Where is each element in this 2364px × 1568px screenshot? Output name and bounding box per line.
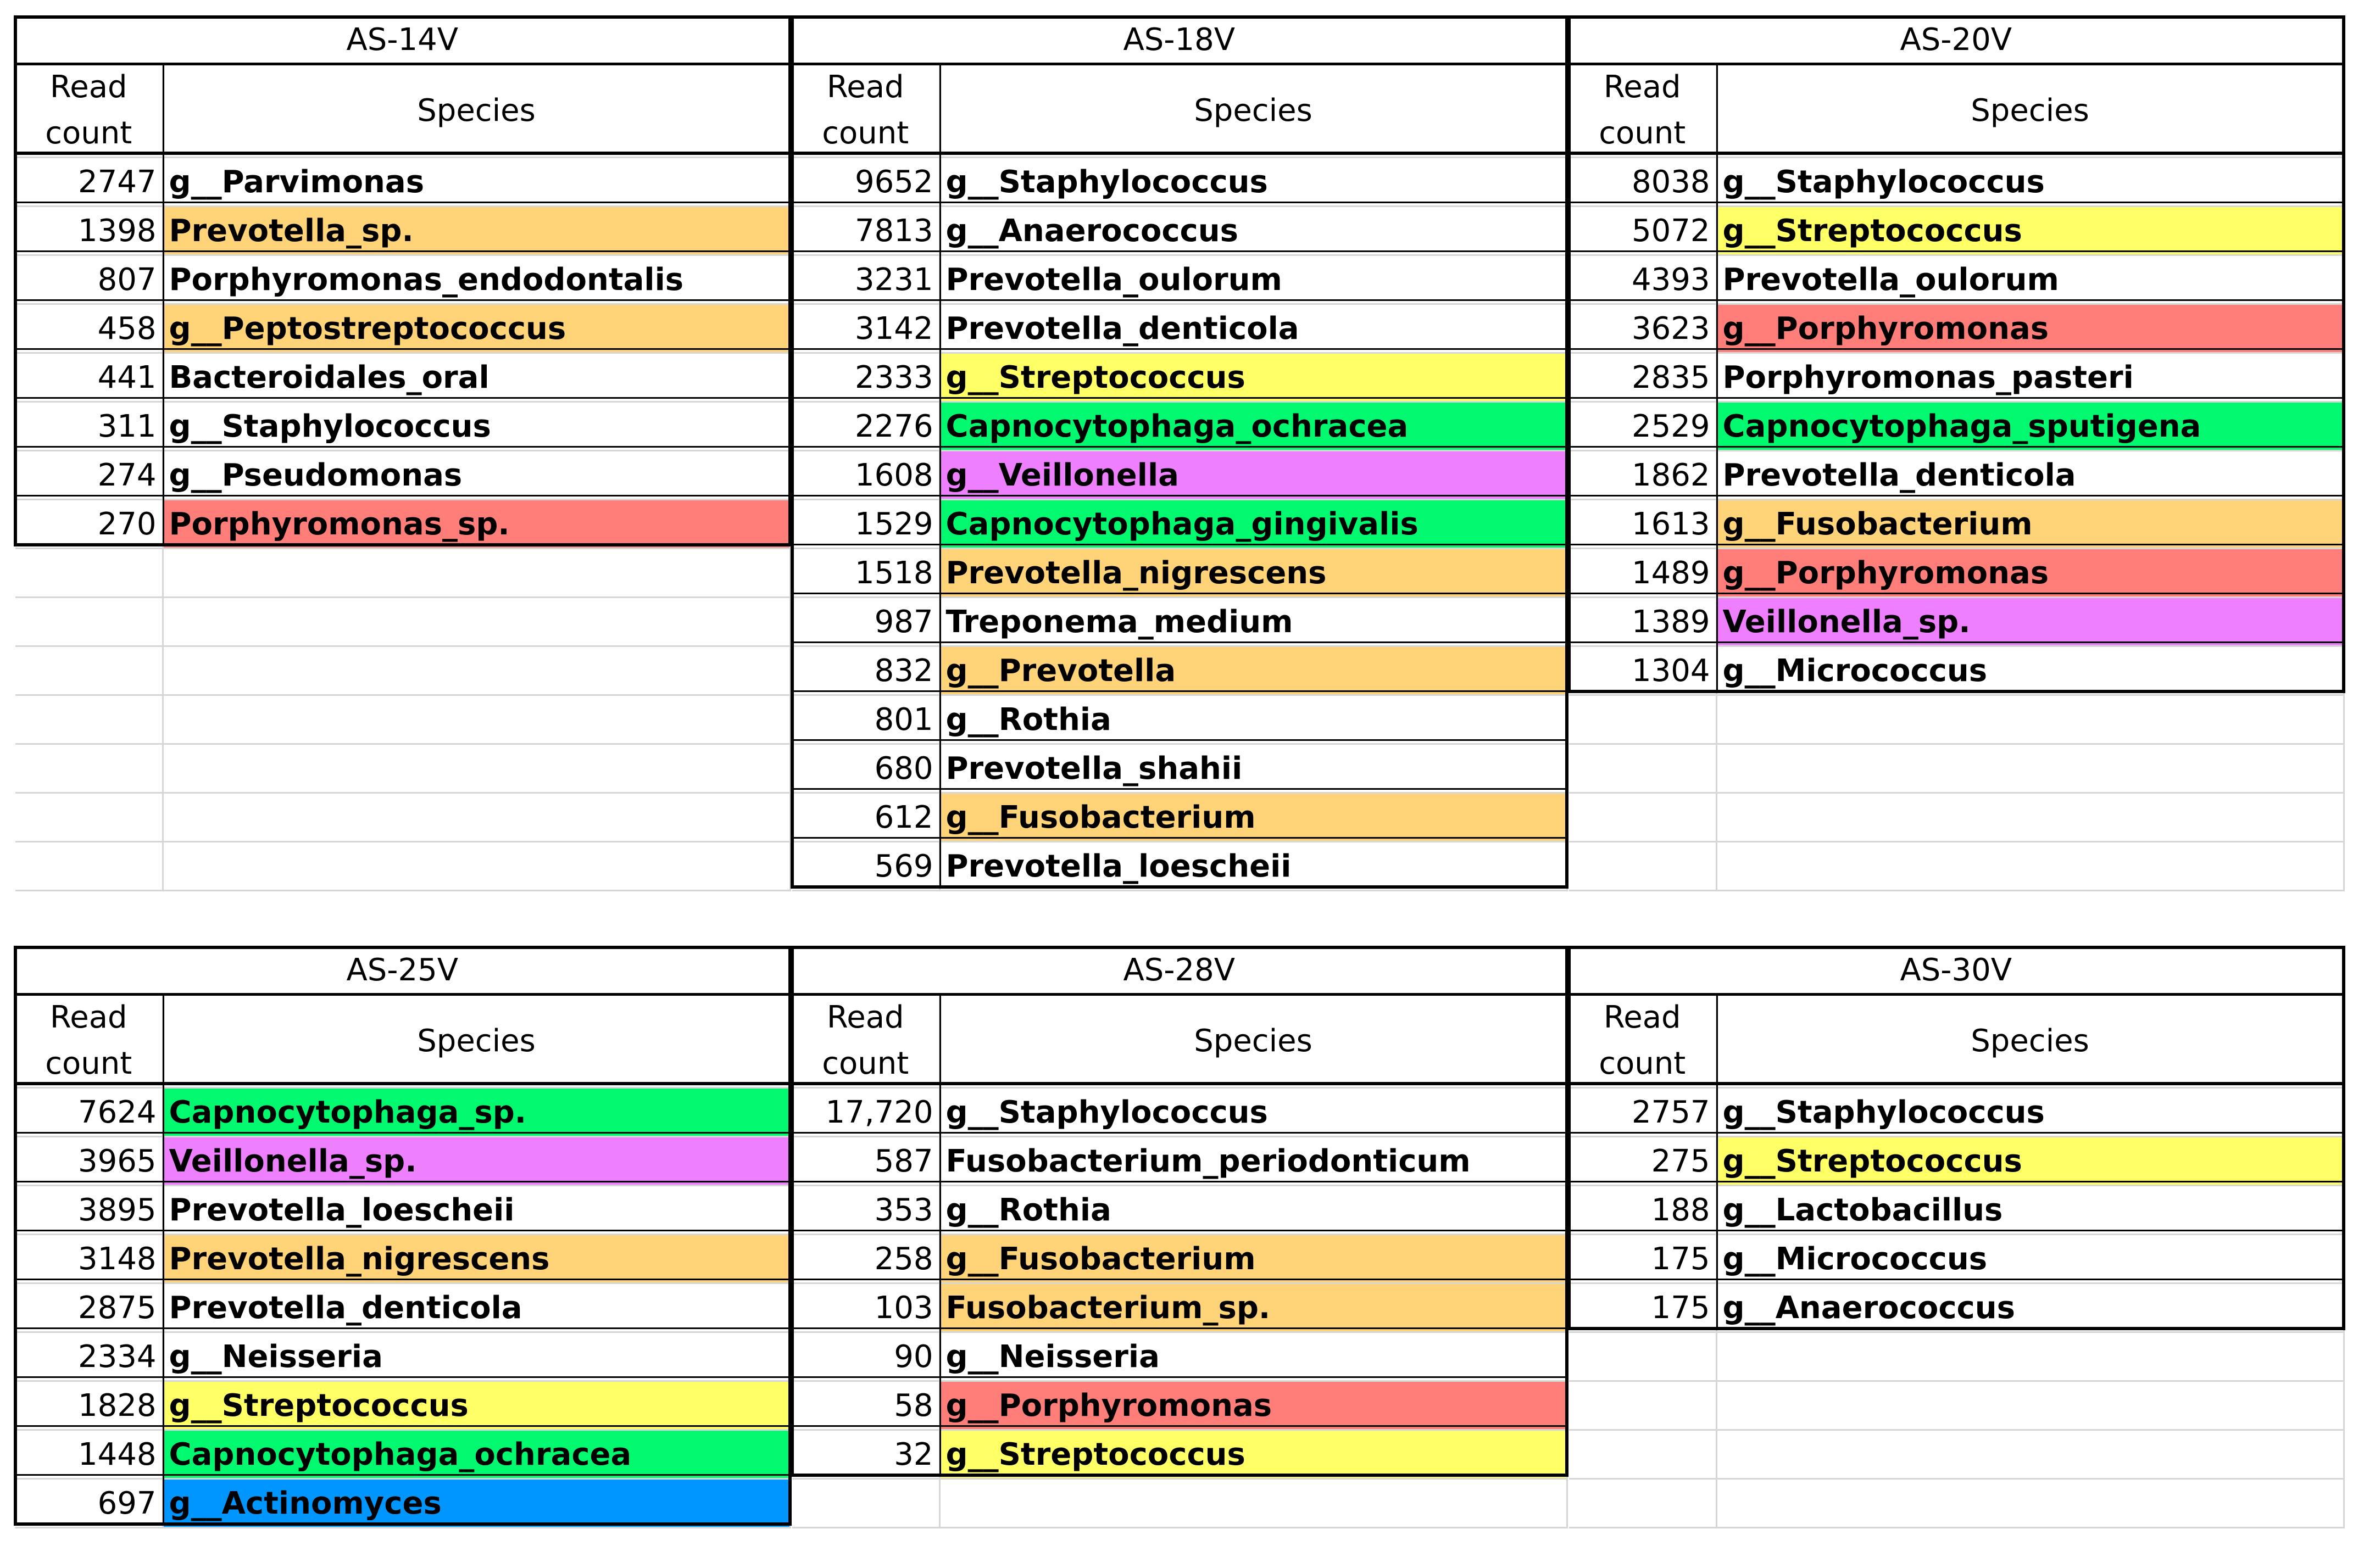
table-row: [15, 158, 790, 207]
table-row: [792, 207, 1567, 255]
species-cell[interactable]: Porphyromonas_pasteri: [1716, 353, 2344, 402]
empty-cell[interactable]: [163, 842, 790, 891]
table-row: [1569, 1284, 2344, 1332]
table-row: [792, 842, 1567, 891]
empty-cell[interactable]: [1569, 1332, 1716, 1381]
table-row: [792, 353, 1567, 402]
species-cell[interactable]: Capnocytophaga_ochracea: [163, 1430, 790, 1479]
read-count-cell[interactable]: 1828: [15, 1381, 163, 1430]
species-cell[interactable]: g__Neisseria: [939, 1332, 1567, 1381]
table-row: [792, 1381, 1567, 1430]
empty-cell[interactable]: [1569, 744, 1716, 793]
table-row: [1569, 255, 2344, 304]
species-cell[interactable]: Fusobacterium_periodonticum: [939, 1137, 1567, 1186]
read-count-cell[interactable]: 2333: [792, 353, 939, 402]
empty-cell[interactable]: [163, 549, 790, 598]
species-cell[interactable]: g__Rothia: [939, 1186, 1567, 1235]
species-cell[interactable]: Prevotella_nigrescens: [939, 549, 1567, 598]
species-cell[interactable]: g__Staphylococcus: [1716, 1088, 2344, 1137]
species-header[interactable]: Species: [1716, 994, 2344, 1088]
empty-cell[interactable]: [1569, 793, 1716, 842]
empty-cell[interactable]: [163, 695, 790, 744]
table-row: [1569, 207, 2344, 255]
species-cell[interactable]: g__Neisseria: [163, 1332, 790, 1381]
table-row: [792, 1186, 1567, 1235]
read-count-cell[interactable]: 1389: [1569, 598, 1716, 646]
empty-cell[interactable]: [15, 842, 163, 891]
panel-as-18v: [792, 17, 1568, 891]
read-count-cell[interactable]: 175: [1569, 1284, 1716, 1332]
read-count-cell[interactable]: 90: [792, 1332, 939, 1381]
panel-title[interactable]: AS-28V: [792, 947, 1567, 994]
read-count-cell[interactable]: 441: [15, 353, 163, 402]
empty-cell[interactable]: [163, 598, 790, 646]
species-cell[interactable]: Bacteroidales_oral: [163, 353, 790, 402]
empty-cell[interactable]: [1716, 1479, 2344, 1528]
table-row: [1569, 402, 2344, 451]
species-cell[interactable]: g__Anaerococcus: [939, 207, 1567, 255]
read-count-cell[interactable]: 612: [792, 793, 939, 842]
species-header[interactable]: Species: [1716, 64, 2344, 158]
species-cell[interactable]: g__Actinomyces: [163, 1479, 790, 1528]
table-row: [15, 1235, 790, 1284]
table-row: [792, 1235, 1567, 1284]
table-row: [792, 451, 1567, 500]
panel-as-30v: [1569, 947, 2345, 1528]
read-count-cell[interactable]: 1489: [1569, 549, 1716, 598]
species-cell[interactable]: Treponema_medium: [939, 598, 1567, 646]
read-count-cell[interactable]: 3965: [15, 1137, 163, 1186]
panel-as-20v: [1569, 17, 2345, 891]
panel-as-25v: [15, 947, 791, 1528]
empty-cell[interactable]: [1569, 1381, 1716, 1430]
read-count-cell[interactable]: 2747: [15, 158, 163, 207]
read-count-cell[interactable]: 258: [792, 1235, 939, 1284]
species-cell[interactable]: Prevotella_oulorum: [1716, 255, 2344, 304]
species-cell[interactable]: g__Lactobacillus: [1716, 1186, 2344, 1235]
table-row: [15, 1284, 790, 1332]
empty-cell[interactable]: [1569, 695, 1716, 744]
table-row: [792, 500, 1567, 549]
species-cell[interactable]: Prevotella_loescheii: [939, 842, 1567, 891]
species-cell[interactable]: g__Streptococcus: [939, 1430, 1567, 1479]
table-row: [15, 1088, 790, 1137]
table-row: [792, 1284, 1567, 1332]
read-count-cell[interactable]: 5072: [1569, 207, 1716, 255]
species-cell[interactable]: Prevotella_nigrescens: [163, 1235, 790, 1284]
panel-title-row: [792, 17, 1567, 64]
read-count-cell[interactable]: 7813: [792, 207, 939, 255]
species-header[interactable]: Species: [163, 64, 790, 158]
column-header-row: [15, 64, 790, 158]
species-cell[interactable]: g__Micrococcus: [1716, 646, 2344, 695]
read-count-cell[interactable]: 1448: [15, 1430, 163, 1479]
read-count-cell[interactable]: 58: [792, 1381, 939, 1430]
empty-cell[interactable]: [792, 1479, 939, 1528]
table-row: [15, 402, 790, 451]
read-count-cell[interactable]: 2875: [15, 1284, 163, 1332]
panel-title[interactable]: AS-14V: [15, 17, 790, 64]
table-row: [1569, 353, 2344, 402]
empty-row: [15, 744, 790, 793]
read-count-cell[interactable]: 2835: [1569, 353, 1716, 402]
read-count-cell[interactable]: 2529: [1569, 402, 1716, 451]
empty-cell[interactable]: [1716, 793, 2344, 842]
empty-cell[interactable]: [163, 793, 790, 842]
table-row: [792, 158, 1567, 207]
table-row: [792, 646, 1567, 695]
empty-cell[interactable]: [1716, 695, 2344, 744]
empty-cell[interactable]: [1716, 1332, 2344, 1381]
panel-title-row: [15, 17, 790, 64]
table-row: [15, 1332, 790, 1381]
read-count-cell[interactable]: 1518: [792, 549, 939, 598]
species-cell[interactable]: g__Streptococcus: [1716, 1137, 2344, 1186]
table-row: [15, 353, 790, 402]
empty-cell[interactable]: [15, 646, 163, 695]
species-cell[interactable]: g__Parvimonas: [163, 158, 790, 207]
read-count-cell[interactable]: 697: [15, 1479, 163, 1528]
read-count-header[interactable]: Read count: [1569, 64, 1716, 158]
empty-cell[interactable]: [1716, 744, 2344, 793]
column-header-row: [792, 994, 1567, 1088]
column-header-row: [1569, 994, 2344, 1088]
read-count-cell[interactable]: 9652: [792, 158, 939, 207]
table-row: [1569, 451, 2344, 500]
empty-cell[interactable]: [163, 646, 790, 695]
table-row: [1569, 1088, 2344, 1137]
empty-row: [1569, 695, 2344, 744]
panel-title[interactable]: AS-20V: [1569, 17, 2344, 64]
panel-title-row: [1569, 947, 2344, 994]
species-cell[interactable]: g__Micrococcus: [1716, 1235, 2344, 1284]
species-cell[interactable]: Prevotella_denticola: [1716, 451, 2344, 500]
empty-cell[interactable]: [1569, 842, 1716, 891]
table-row: [15, 451, 790, 500]
table-row: [15, 1186, 790, 1235]
empty-cell[interactable]: [1716, 842, 2344, 891]
species-cell[interactable]: g__Anaerococcus: [1716, 1284, 2344, 1332]
read-count-cell[interactable]: 807: [15, 255, 163, 304]
read-count-cell[interactable]: 17,720: [792, 1088, 939, 1137]
table-row: [792, 695, 1567, 744]
table-row: [792, 793, 1567, 842]
empty-cell[interactable]: [1569, 1430, 1716, 1479]
table-row: [15, 304, 790, 353]
panel-as-28v: [792, 947, 1568, 1528]
column-header-row: [792, 64, 1567, 158]
empty-cell[interactable]: [939, 1479, 1567, 1528]
species-cell[interactable]: g__Streptococcus: [1716, 207, 2344, 255]
read-count-cell[interactable]: 188: [1569, 1186, 1716, 1235]
species-cell[interactable]: Prevotella_oulorum: [939, 255, 1567, 304]
read-count-header[interactable]: Read count: [792, 994, 939, 1088]
table-row: [15, 207, 790, 255]
read-count-cell[interactable]: 1608: [792, 451, 939, 500]
panel-title-row: [792, 947, 1567, 994]
read-count-cell[interactable]: 353: [792, 1186, 939, 1235]
empty-cell[interactable]: [15, 598, 163, 646]
table-row: [1569, 1137, 2344, 1186]
panel-title[interactable]: AS-18V: [792, 17, 1567, 64]
table-row: [15, 255, 790, 304]
read-count-cell[interactable]: 1862: [1569, 451, 1716, 500]
table-row: [792, 255, 1567, 304]
species-cell[interactable]: g__Fusobacterium: [939, 793, 1567, 842]
read-count-header[interactable]: Read count: [1569, 994, 1716, 1088]
table-row: [1569, 549, 2344, 598]
empty-row: [15, 842, 790, 891]
panel-title[interactable]: AS-30V: [1569, 947, 2344, 994]
species-cell[interactable]: g__Porphyromonas: [1716, 549, 2344, 598]
species-cell[interactable]: Prevotella_loescheii: [163, 1186, 790, 1235]
read-count-cell[interactable]: 270: [15, 500, 163, 549]
read-count-cell[interactable]: 3623: [1569, 304, 1716, 353]
species-cell[interactable]: Prevotella_denticola: [939, 304, 1567, 353]
empty-cell[interactable]: [15, 695, 163, 744]
read-count-cell[interactable]: 680: [792, 744, 939, 793]
column-header-row: [1569, 64, 2344, 158]
read-count-cell[interactable]: 1398: [15, 207, 163, 255]
panel-title-row: [15, 947, 790, 994]
empty-cell[interactable]: [15, 549, 163, 598]
table-row: [15, 1137, 790, 1186]
table-row: [15, 1430, 790, 1479]
read-count-cell[interactable]: 175: [1569, 1235, 1716, 1284]
table-row: [792, 402, 1567, 451]
species-cell[interactable]: Prevotella_sp.: [163, 207, 790, 255]
read-count-cell[interactable]: 32: [792, 1430, 939, 1479]
species-cell[interactable]: Porphyromonas_sp.: [163, 500, 790, 549]
species-cell[interactable]: g__Rothia: [939, 695, 1567, 744]
read-count-cell[interactable]: 832: [792, 646, 939, 695]
species-cell[interactable]: g__Veillonella: [939, 451, 1567, 500]
species-cell[interactable]: Veillonella_sp.: [1716, 598, 2344, 646]
species-cell[interactable]: Fusobacterium_sp.: [939, 1284, 1567, 1332]
empty-row: [1569, 842, 2344, 891]
table-row: [15, 1479, 790, 1528]
read-count-cell[interactable]: 7624: [15, 1088, 163, 1137]
table-row: [792, 1430, 1567, 1479]
empty-row: [15, 695, 790, 744]
empty-row: [1569, 1479, 2344, 1528]
species-header[interactable]: Species: [939, 64, 1567, 158]
empty-cell[interactable]: [15, 744, 163, 793]
read-count-cell[interactable]: 103: [792, 1284, 939, 1332]
table-row: [792, 549, 1567, 598]
read-count-cell[interactable]: 587: [792, 1137, 939, 1186]
table-row: [1569, 304, 2344, 353]
read-count-cell[interactable]: 3895: [15, 1186, 163, 1235]
species-cell[interactable]: g__Fusobacterium: [1716, 500, 2344, 549]
table-row: [792, 744, 1567, 793]
species-cell[interactable]: g__Staphylococcus: [939, 158, 1567, 207]
table-row: [1569, 1235, 2344, 1284]
table-row: [15, 1381, 790, 1430]
read-count-cell[interactable]: 311: [15, 402, 163, 451]
species-cell[interactable]: g__Prevotella: [939, 646, 1567, 695]
read-count-cell[interactable]: 4393: [1569, 255, 1716, 304]
read-count-cell[interactable]: 2276: [792, 402, 939, 451]
panel-title[interactable]: AS-25V: [15, 947, 790, 994]
read-count-header[interactable]: Read count: [15, 64, 163, 158]
table-row: [15, 500, 790, 549]
empty-row: [1569, 793, 2344, 842]
read-count-cell[interactable]: 2334: [15, 1332, 163, 1381]
table-row: [792, 1088, 1567, 1137]
species-cell[interactable]: g__Porphyromonas: [1716, 304, 2344, 353]
table-row: [792, 304, 1567, 353]
column-header-row: [15, 994, 790, 1088]
read-count-cell[interactable]: 2757: [1569, 1088, 1716, 1137]
empty-cell[interactable]: [15, 793, 163, 842]
read-count-cell[interactable]: 458: [15, 304, 163, 353]
empty-row: [15, 646, 790, 695]
empty-row: [792, 1479, 1567, 1528]
empty-cell[interactable]: [1569, 1479, 1716, 1528]
species-header[interactable]: Species: [163, 994, 790, 1088]
panel-as-14v: [15, 17, 791, 891]
read-count-cell[interactable]: 8038: [1569, 158, 1716, 207]
species-cell[interactable]: Capnocytophaga_sputigena: [1716, 402, 2344, 451]
species-cell[interactable]: g__Staphylococcus: [1716, 158, 2344, 207]
table-row: [792, 1137, 1567, 1186]
species-cell[interactable]: g__Porphyromonas: [939, 1381, 1567, 1430]
read-count-cell[interactable]: 987: [792, 598, 939, 646]
species-cell[interactable]: g__Staphylococcus: [939, 1088, 1567, 1137]
read-count-cell[interactable]: 569: [792, 842, 939, 891]
table-row: [1569, 500, 2344, 549]
species-cell[interactable]: Capnocytophaga_ochracea: [939, 402, 1567, 451]
empty-row: [1569, 1381, 2344, 1430]
species-cell[interactable]: g__Fusobacterium: [939, 1235, 1567, 1284]
species-cell[interactable]: Porphyromonas_endodontalis: [163, 255, 790, 304]
table-row: [792, 598, 1567, 646]
table-row: [1569, 1186, 2344, 1235]
species-cell[interactable]: g__Peptostreptococcus: [163, 304, 790, 353]
panel-title-row: [1569, 17, 2344, 64]
read-count-cell[interactable]: 3148: [15, 1235, 163, 1284]
empty-row: [15, 549, 790, 598]
table-row: [1569, 598, 2344, 646]
species-cell[interactable]: Prevotella_shahii: [939, 744, 1567, 793]
species-cell[interactable]: g__Staphylococcus: [163, 402, 790, 451]
empty-cell[interactable]: [1716, 1381, 2344, 1430]
table-row: [792, 1332, 1567, 1381]
read-count-cell[interactable]: 3231: [792, 255, 939, 304]
empty-row: [1569, 1332, 2344, 1381]
table-row: [1569, 646, 2344, 695]
empty-cell[interactable]: [1716, 1430, 2344, 1479]
species-header[interactable]: Species: [939, 994, 1567, 1088]
species-cell[interactable]: g__Streptococcus: [163, 1381, 790, 1430]
empty-row: [1569, 1430, 2344, 1479]
empty-row: [15, 598, 790, 646]
read-count-cell[interactable]: 1304: [1569, 646, 1716, 695]
read-count-cell[interactable]: 3142: [792, 304, 939, 353]
empty-row: [1569, 744, 2344, 793]
table-row: [1569, 158, 2344, 207]
species-cell[interactable]: Prevotella_denticola: [163, 1284, 790, 1332]
read-count-header[interactable]: Read count: [792, 64, 939, 158]
read-count-cell[interactable]: 1529: [792, 500, 939, 549]
species-cell[interactable]: Veillonella_sp.: [163, 1137, 790, 1186]
species-cell[interactable]: Capnocytophaga_sp.: [163, 1088, 790, 1137]
read-count-header[interactable]: Read count: [15, 994, 163, 1088]
empty-cell[interactable]: [163, 744, 790, 793]
read-count-cell[interactable]: 801: [792, 695, 939, 744]
read-count-cell[interactable]: 1613: [1569, 500, 1716, 549]
species-cell[interactable]: g__Pseudomonas: [163, 451, 790, 500]
read-count-cell[interactable]: 275: [1569, 1137, 1716, 1186]
read-count-cell[interactable]: 274: [15, 451, 163, 500]
species-cell[interactable]: g__Streptococcus: [939, 353, 1567, 402]
species-cell[interactable]: Capnocytophaga_gingivalis: [939, 500, 1567, 549]
empty-row: [15, 793, 790, 842]
